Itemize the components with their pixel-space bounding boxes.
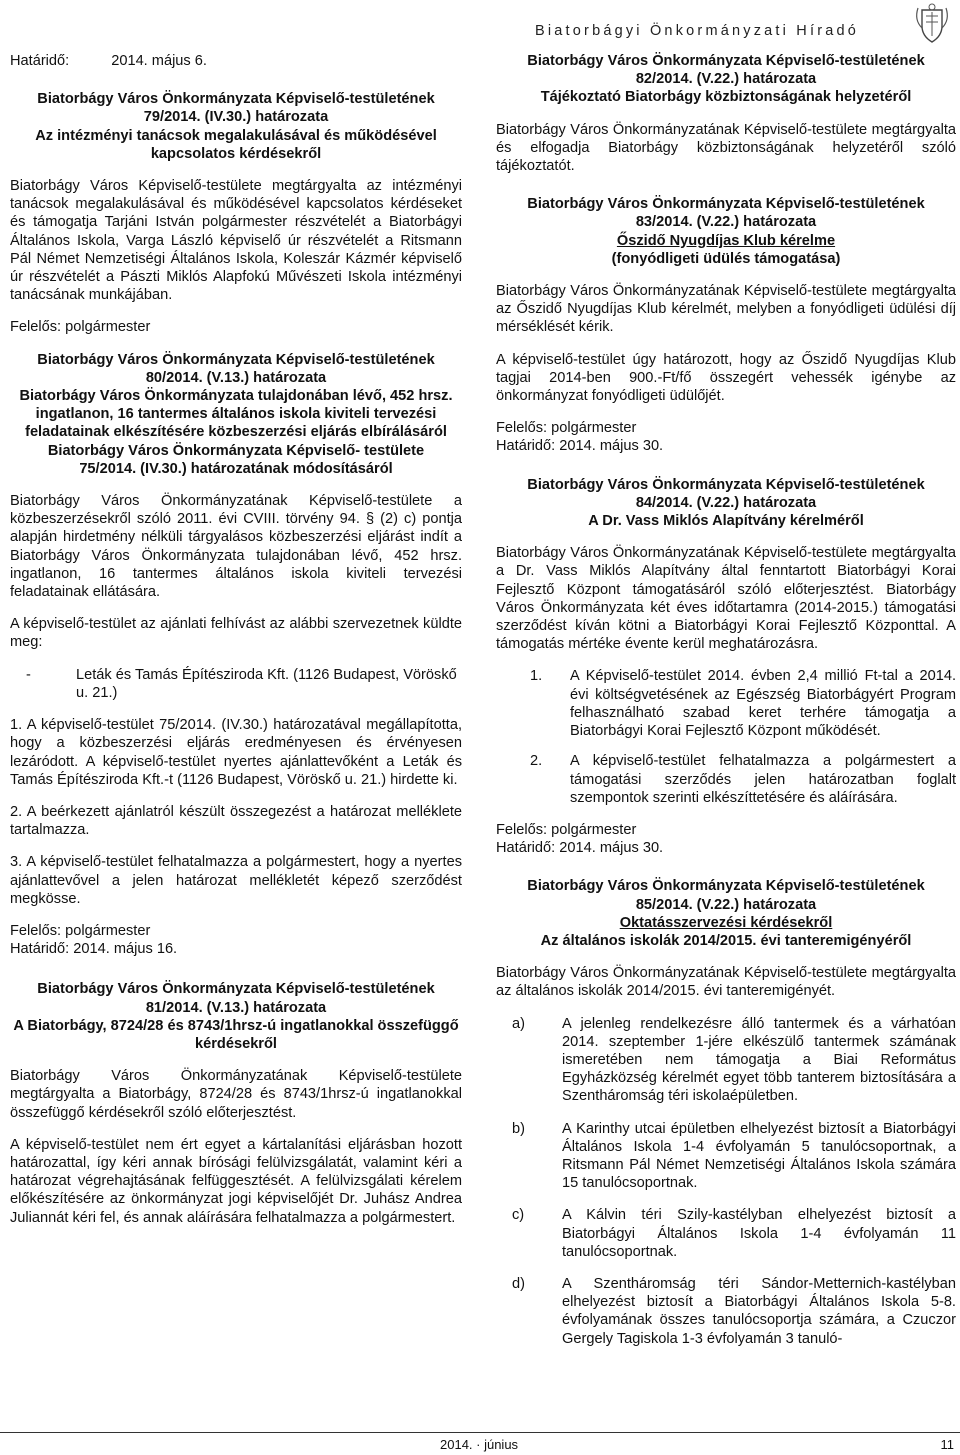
coat-of-arms-icon <box>910 2 954 46</box>
responsible-line: Felelős: polgármester <box>496 821 637 838</box>
resolution-80-invite: A képviselő-testület az ajánlati felhívást az alábbi szervezetnek küldte meg: <box>10 616 462 651</box>
resolution-82-title: Biatorbágy Város Önkormányzata Képviselő-testületének 82/2014. (V.22.) határozata Tájékoztató Biatorbágy közbiztonságának helyzetéről <box>527 53 925 106</box>
list-item: 1. A Képviselő-testület 2014. évben 2,4 millió Ft-tal a 2014. évi költségvetésének az Egészség Biatorbágyért Program felhasználható szabad keret terhére támogatja a Biatorbágyi Korai Fejlesztő Központ működését. <box>530 668 956 740</box>
resolution-80-point-1: 1. A képviselő-testület 75/2014. (IV.30.) határozatával megállapította, hogy a közbeszerzési eljárás eredményesen és érvényesen lezáródott. A képviselő-testület nyertes ajánlattevőként a Leták és Tamás Építésziroda Kft.-t (1126 Budapest, Vöröskő u. 21.) hirdette ki. <box>10 717 462 788</box>
resolution-80-point-3: 3. A képviselő-testület felhatalmazza a polgármestert, hogy a nyertes ajánlattevővel a jelen határozat mellékletét képező szerződést megkösse. <box>10 854 462 907</box>
resolution-79-body: Biatorbágy Város Képviselő-testülete megtárgyalta az intézményi tanácsok megalakulásával és működésével kapcsolatos kérdéseket és támogatja Tarjáni István polgármester részvételét a Biatorbágyi Általános Iskola, Varga László képviselő úr részvételét a Ritsmann Pál Német Nemzetiségi Általános Iskola, Koleszár Kázmér képviselő úr részvételét a Pászti Miklós Alapfokú Művészeti Iskola intézményi tanácsának munkájában. <box>10 178 462 304</box>
page-number: 11 <box>940 1437 954 1452</box>
resolution-79-title: Biatorbágy Város Önkormányzata Képviselő-testületének 79/2014. (IV.30.) határozata Az intézményi tanácsok megalakulásával és működésével kapcsolatos kérdésekről <box>35 91 437 162</box>
resolution-83-body-2: A képviselő-testület úgy határozott, hogy az Őszidő Nyugdíjas Klub tagjai 2014-ben 900.-Ft/fő összegért vehessék igénybe az önkormányzat fonyódligeti üdülőjét. <box>496 351 956 405</box>
responsible-line: Felelős: polgármester <box>496 420 637 437</box>
list-item: a) A jelenleg rendelkezésre álló tantermek és a várhatóan 2014. szeptember 1-jére elkészülő tantermek számának ismeretében nem támogatja a Biai Református Egyházközség kérelmét egyet több tanterem biztosítására a Szentháromság téri iskolaépületben. <box>512 1015 956 1105</box>
resolution-84-title: Biatorbágy Város Önkormányzata Képviselő-testületének 84/2014. (V.22.) határozata A Dr. Vass Miklós Alapítvány kérelméről <box>527 476 925 530</box>
footer-date: 2014. · június <box>440 1437 519 1452</box>
resolution-84-list <box>496 667 956 806</box>
resolution-80-point-2: 2. A beérkezett ajánlatról készült összegezést a határozat melléklete tartalmazza. <box>10 803 462 839</box>
responsible-line: Felelős: polgármester <box>10 319 151 336</box>
deadline-line: Határidő: 2014. május 16. <box>10 941 178 958</box>
resolution-83-body-1: Biatorbágy Város Önkormányzatának Képviselő-testülete megtárgyalta az Őszidő Nyugdíjas Klub kérelmét, melyben a fonyódligeti üdülési díj mérséklését kérik. <box>496 283 956 336</box>
page-header: Biatorbágyi Önkormányzati Híradó <box>534 23 860 39</box>
resolution-85-body: Biatorbágy Város Önkormányzatának Képviselő-testülete megtárgyalta az általános iskolák 2014/2015. évi tanteremigényét. <box>496 965 956 1000</box>
resolution-85-title: Biatorbágy Város Önkormányzata Képviselő-testületének 85/2014. (V.22.) határozata Oktatásszervezési kérdésekről Az általános iskolák 2014/2015. évi tanteremigényéről <box>527 878 925 949</box>
resolution-81-body-1: Biatorbágy Város Önkormányzatának Képviselő-testülete megtárgyalta a Biatorbágy, 8724/28 és 8743/1hrsz-ú ingatlanokkal összefüggő kérdésekről szóló előterjesztést. <box>10 1068 462 1121</box>
resolution-85-list <box>496 1015 956 1348</box>
left-column <box>10 52 462 1241</box>
resolution-84-body: Biatorbágy Város Önkormányzatának Képviselő-testülete megtárgyalta a Dr. Vass Miklós Alapítvány által fenntartott Biatorbágyi Korai Fejlesztő Központ támogatásáról szóló előterjesztést. Biatorbágy Város Önkormányzata két éves időtartamra (2014-2015.) támogatási szerződést kíván kötni a Biatorbágyi Korai Fejlesztő Központtal. A támogatás mértéke évente kerül meghatározásra. <box>496 545 956 653</box>
resolution-83-title: Biatorbágy Város Önkormányzata Képviselő-testületének 83/2014. (V.22.) határozata Őszidő Nyugdíjas Klub kérelme (fonyódligeti üdülés támogatása) <box>527 196 925 267</box>
list-item: c) A Kálvin téri Szily-kastélyban elhelyezést biztosít a Biatorbágyi Általános Iskola 1-4 évfolyamán 11 tanulócsoportnak. <box>512 1207 956 1260</box>
responsible-line: Felelős: polgármester <box>10 922 151 939</box>
list-item: d) A Szentháromság téri Sándor-Metternich-kastélyban elhelyezést biztosít a Biatorbágyi Általános Iskola 5-8. évfolyamának összes tanulócsoportja számára, a Czuczor Gergely Tagiskola 1-3 évfolyamán 3 tanuló- <box>512 1275 956 1347</box>
resolution-82-body: Biatorbágy Város Önkormányzatának Képviselő-testülete megtárgyalta és elfogadja Biatorbágy közbiztonságának helyzetéről szóló tájékoztatót. <box>496 121 956 175</box>
resolution-80-body: Biatorbágy Város Önkormányzatának Képviselő-testülete a közbeszerzésekről szóló 2011. évi CVIII. törvény 94. § (2) c) pontja alapján hirdetmény nélküli tárgyalásos közbeszerzési eljárást indít a Biatorbágy Város Önkormányzata tulajdonában lévő, 452 hrsz. ingatlanon, 16 tantermes általános iskola kiviteli tervezési feladatainak ellátására. <box>10 493 462 601</box>
deadline-line: Határidő: 2014. május 30. <box>496 840 664 857</box>
deadline-line: Határidő: 2014. május 30. <box>496 438 664 455</box>
resolution-81-body-2: A képviselő-testület nem ért egyet a kártalanítási eljárásban hozott határozattal, így kéri annak bírósági felülvizsgálatát, valamint kéri a határozat végrehajtásának felfüggesztését. A felülvizsgálati kérelem előkészítésére az önkormányzat jogi képviselőjét Dr. Juhász Andrea Juliannát kéri fel, és annak aláírására felhatalmazza a polgármestert. <box>10 1136 462 1226</box>
recipient-list-item: - Leták és Tamás Építésziroda Kft. (1126 Budapest, Vöröskő u. 21.) <box>26 666 457 701</box>
right-column <box>496 52 956 1362</box>
deadline-line: Határidő: 2014. május 6. <box>10 53 207 69</box>
list-item: b) A Karinthy utcai épületben elhelyezést biztosít a Biatorbágyi Általános Iskola 1-4 évfolyamán 5 tanulócsoportnak, a Ritsmann Pál Német Nemzetiségi Általános Iskola számára 15 tanulócsoportnak. <box>512 1120 956 1192</box>
resolution-80-title: Biatorbágy Város Önkormányzata Képviselő-testületének 80/2014. (V.13.) határozata Biatorbágy Város Önkormányzata tulajdonában lévő, 452 hrsz. ingatlanon, 16 tantermes általános iskola kiviteli tervezési feladatainak elkészítésére közbeszerzési eljárás elbírálásáról Biatorbágy Város Önkormányzata Képviselő- testülete 75/2014. (IV.30.) határozatának módosításáról <box>19 351 453 477</box>
resolution-81-title: Biatorbágy Város Önkormányzata Képviselő-testületének 81/2014. (V.13.) határozata A Biatorbágy, 8724/28 és 8743/1hrsz-ú ingatlanokkal összefüggő kérdésekről <box>13 981 459 1052</box>
list-item: 2. A képviselő-testület felhatalmazza a polgármestert a támogatási szerződés jelen határozatban foglalt szempontok szerinti elkészíttetésére és aláírására. <box>530 753 956 806</box>
page-footer <box>0 1432 960 1455</box>
